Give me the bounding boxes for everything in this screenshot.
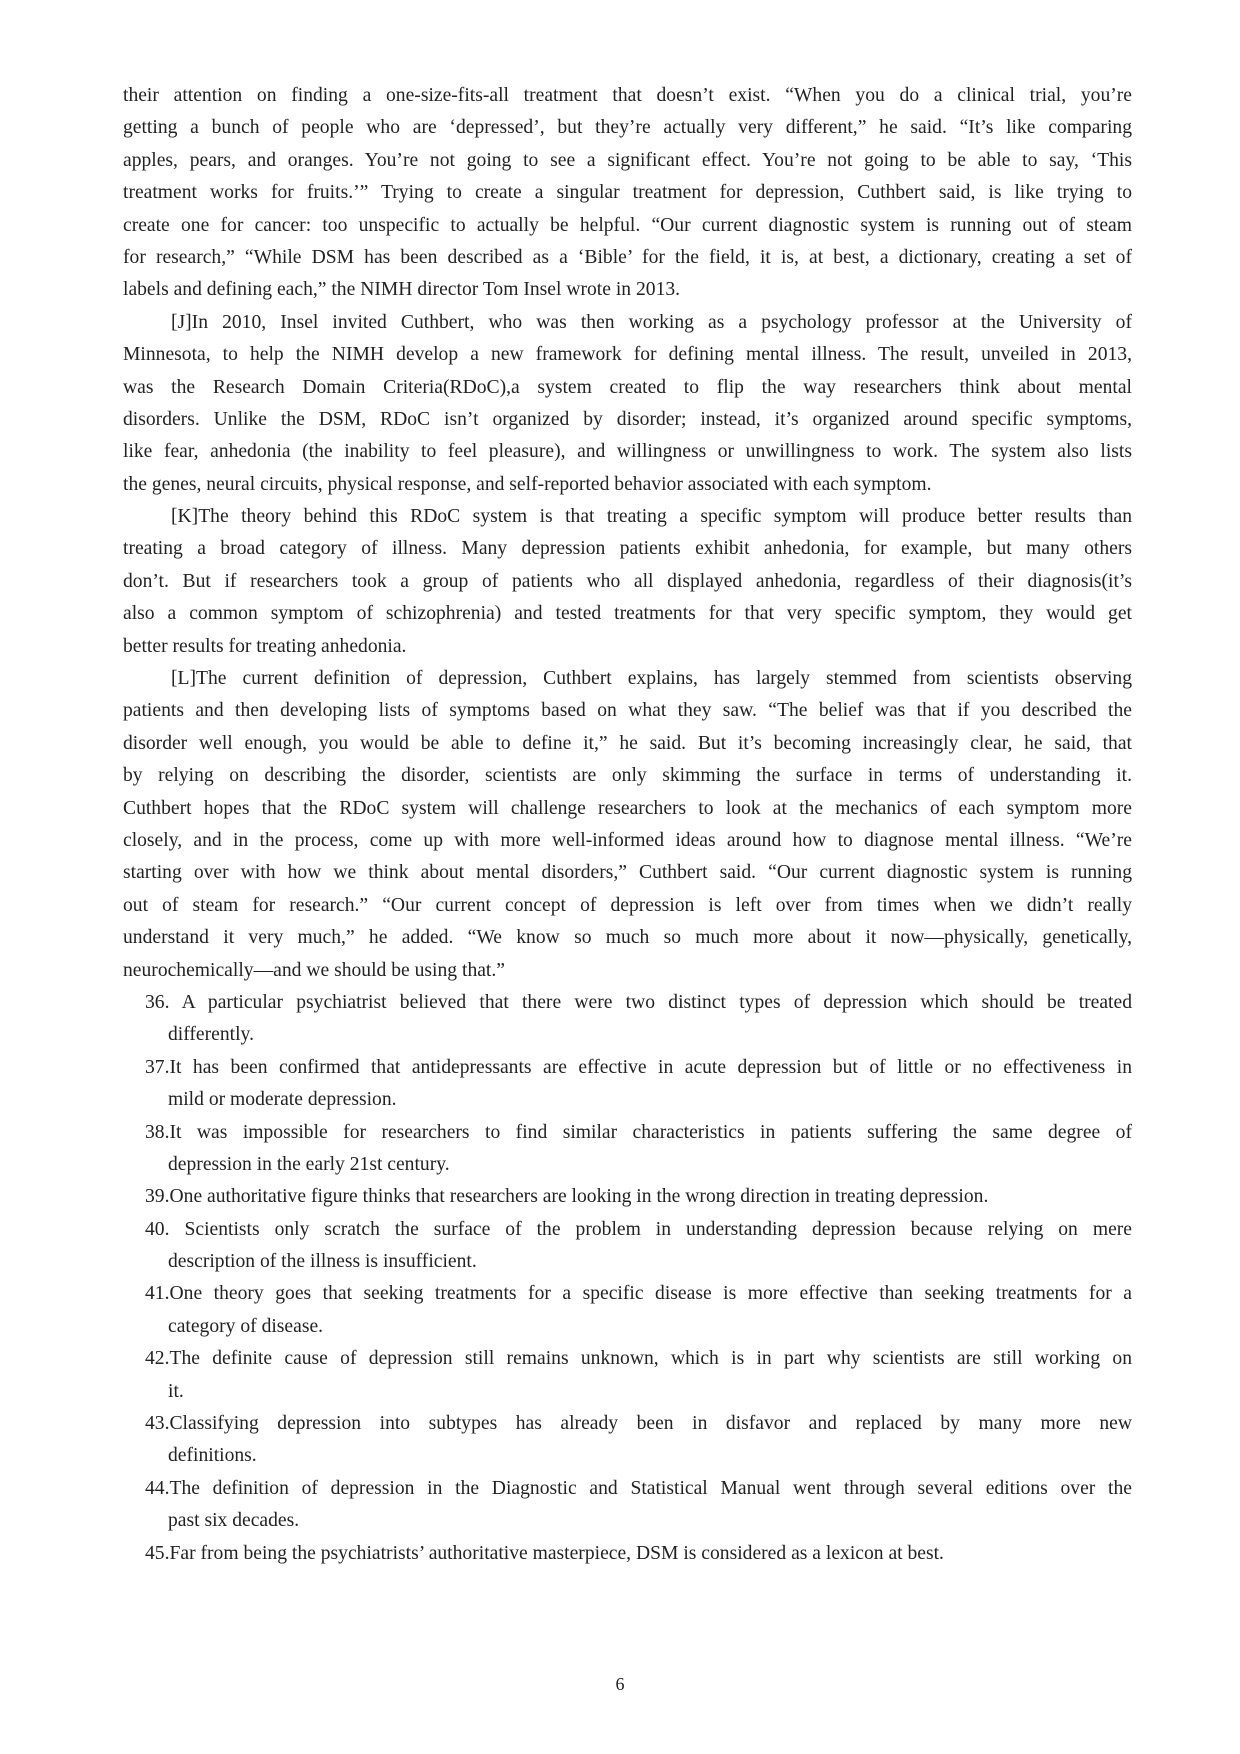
text-line: also a common symptom of schizophrenia) and tested treatments for that very specific symptom, they would get [123, 603, 1132, 625]
question-item [123, 1473, 1132, 1538]
text-line: starting over with how we think about mental disorders,” Cuthbert said. “Our current diagnostic system is running [123, 862, 1132, 884]
text-line: Cuthbert hopes that the RDoC system will challenge researchers to look at the mechanics of each symptom more [123, 797, 1132, 819]
question-line: definitions. [168, 1445, 257, 1467]
question-item [123, 1278, 1132, 1343]
text-line: getting a bunch of people who are ‘depressed’, but they’re actually very different,” he said. “It’s like comparing [123, 117, 1132, 139]
text-line: understand it very much,” he added. “We know so much so much more about it now—physically, genetically, [123, 927, 1132, 949]
text-line: labels and defining each,” the NIMH director Tom Insel wrote in 2013. [123, 279, 681, 301]
question-line: description of the illness is insufficient. [168, 1251, 477, 1273]
text-line: apples, pears, and oranges. You’re not going to see a significant effect. You’re not going to be able to say, ‘This [123, 149, 1132, 171]
question-item [123, 987, 1132, 1052]
question-item [123, 1117, 1132, 1182]
paragraph [123, 307, 1132, 501]
question-line: differently. [168, 1024, 254, 1046]
question-item [123, 1214, 1132, 1279]
document-body [123, 80, 1132, 1570]
text-line: the genes, neural circuits, physical response, and self-reported behavior associated with each symptom. [123, 473, 932, 495]
text-line: by relying on describing the disorder, scientists are only skimming the surface in terms of understanding it. [123, 765, 1132, 787]
question-line: it. [168, 1380, 184, 1402]
text-line: Minnesota, to help the NIMH develop a new framework for defining mental illness. The result, unveiled in 2013, [123, 344, 1132, 366]
text-line: patients and then developing lists of symptoms based on what they saw. “The belief was that if you described the [123, 700, 1132, 722]
paragraph [123, 663, 1132, 987]
text-line: [K]The theory behind this RDoC system is that treating a specific symptom will produce better results than [171, 506, 1132, 528]
question-item [123, 1408, 1132, 1473]
question-line: past six decades. [168, 1510, 300, 1532]
question-item [123, 1181, 1132, 1213]
text-line: out of steam for research.” “Our current concept of depression is left over from times when we didn’t really [123, 894, 1132, 916]
page-number: 6 [615, 1674, 625, 1694]
text-line: closely, and in the process, come up with more well-informed ideas around how to diagnose mental illness. “We’re [123, 829, 1132, 851]
question-line: category of disease. [168, 1315, 324, 1337]
text-line: don’t. But if researchers took a group of patients who all displayed anhedonia, regardless of their diagnosis(it’s [123, 570, 1132, 592]
text-line: [L]The current definition of depression, Cuthbert explains, has largely stemmed from scientists observing [171, 668, 1132, 690]
question-line: 45.Far from being the psychiatrists’ authoritative masterpiece, DSM is considered as a lexicon at best. [145, 1542, 944, 1564]
question-line: 44.The definition of depression in the Diagnostic and Statistical Manual went through several editions over the [145, 1477, 1132, 1499]
text-line: treating a broad category of illness. Many depression patients exhibit anhedonia, for example, but many others [123, 538, 1132, 560]
text-line: neurochemically—and we should be using that.” [123, 959, 505, 981]
question-line: 43.Classifying depression into subtypes has already been in disfavor and replaced by many more new [145, 1413, 1132, 1435]
question-line: 39.One authoritative figure thinks that researchers are looking in the wrong direction in treating depression. [145, 1186, 989, 1208]
paragraph [123, 501, 1132, 663]
question-item [123, 1052, 1132, 1117]
question-line: 38.It was impossible for researchers to find similar characteristics in patients suffering the same degree of [145, 1121, 1132, 1143]
question-line: depression in the early 21st century. [168, 1153, 450, 1175]
text-line: [J]In 2010, Insel invited Cuthbert, who was then working as a psychology professor at the University of [171, 311, 1132, 333]
question-line: 40. Scientists only scratch the surface of the problem in understanding depression because relying on mere [145, 1218, 1132, 1240]
text-line: disorder well enough, you would be able to define it,” he said. But it’s becoming increasingly clear, he said, that [123, 732, 1132, 754]
text-line: was the Research Domain Criteria(RDoC),a system created to flip the way researchers think about mental [123, 376, 1132, 398]
paragraph [123, 80, 1132, 307]
text-line: for research,” “While DSM has been described as a ‘Bible’ for the field, it is, at best, a dictionary, creating a set of [123, 246, 1132, 268]
question-line: 42.The definite cause of depression still remains unknown, which is in part why scientists are still working on [145, 1348, 1132, 1370]
question-line: 37.It has been confirmed that antidepressants are effective in acute depression but of little or no effectiveness in [145, 1056, 1132, 1078]
question-item [123, 1343, 1132, 1408]
question-line: mild or moderate depression. [168, 1089, 397, 1111]
question-item [123, 1538, 1132, 1570]
text-line: better results for treating anhedonia. [123, 635, 407, 657]
text-line: their attention on finding a one-size-fits-all treatment that doesn’t exist. “When you do a clinical trial, you’re [123, 85, 1132, 106]
text-line: treatment works for fruits.’” Trying to create a singular treatment for depression, Cuthbert said, is like trying to [123, 182, 1132, 204]
question-line: 41.One theory goes that seeking treatments for a specific disease is more effective than seeking treatments for a [145, 1283, 1132, 1305]
text-line: like fear, anhedonia (the inability to feel pleasure), and willingness or unwillingness to work. The system also lists [123, 441, 1132, 463]
text-line: create one for cancer: too unspecific to actually be helpful. “Our current diagnostic system is running out of steam [123, 214, 1132, 236]
question-line: 36. A particular psychiatrist believed that there were two distinct types of depression which should be treated [145, 991, 1132, 1013]
text-line: disorders. Unlike the DSM, RDoC isn’t organized by disorder; instead, it’s organized around specific symptoms, [123, 408, 1132, 430]
